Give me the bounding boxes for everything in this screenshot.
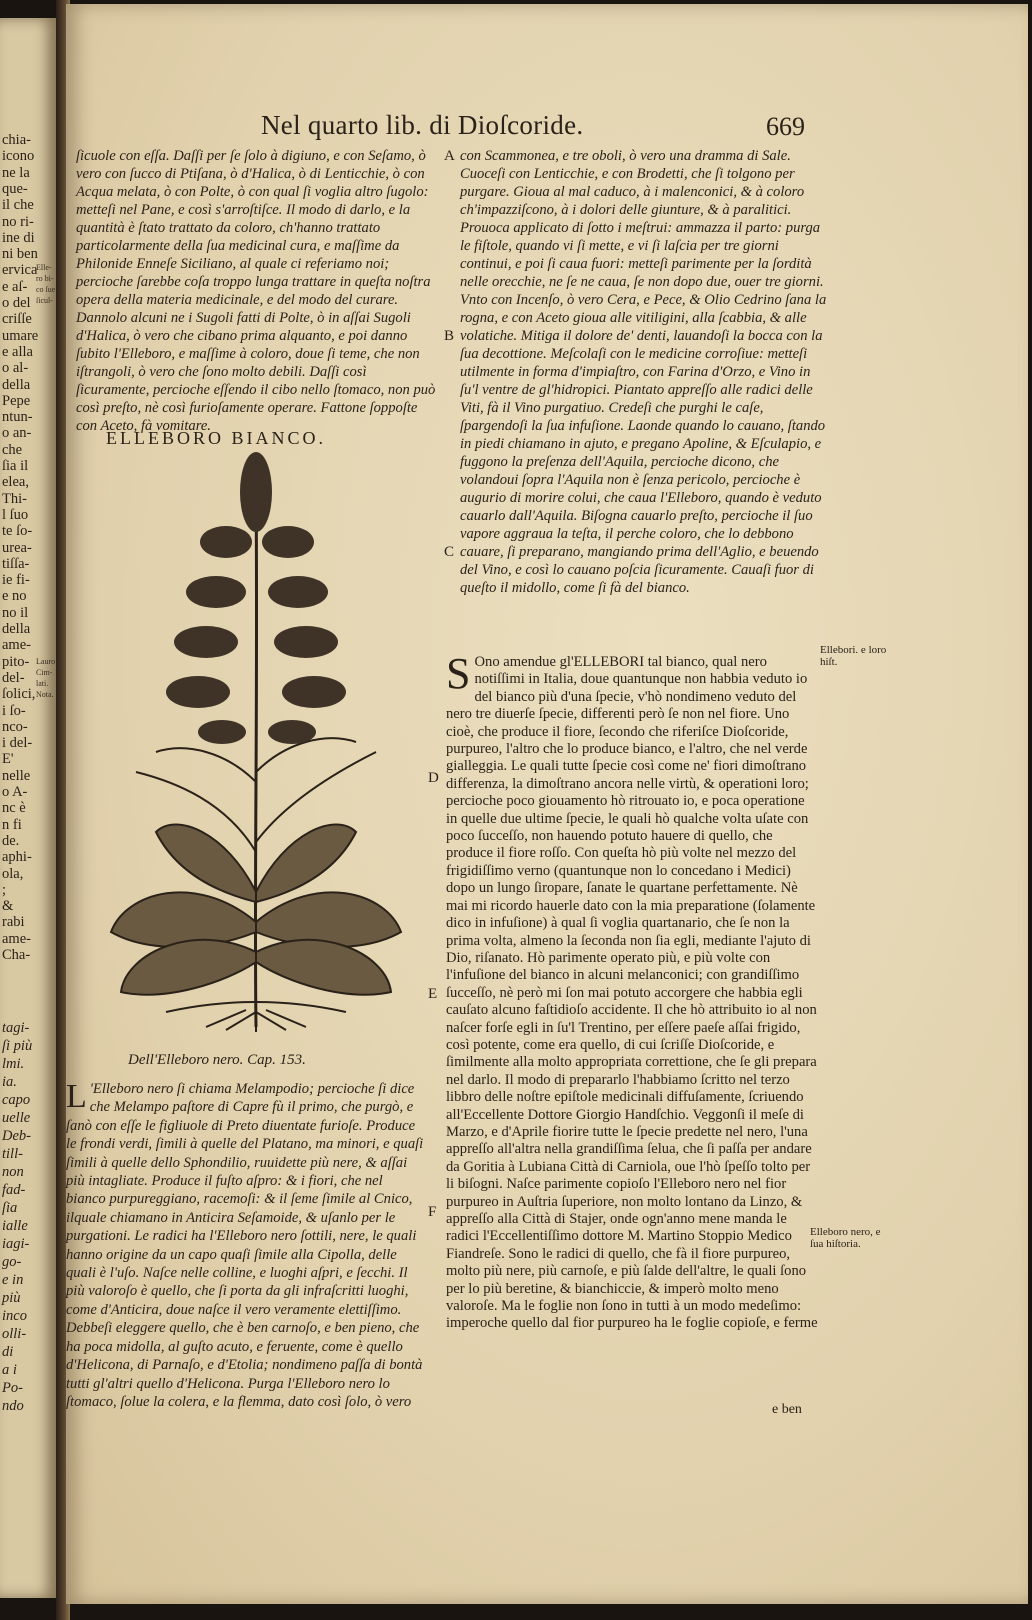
facing-page-line: iagi- [2, 1236, 30, 1252]
facing-page-line: del- [2, 669, 25, 686]
catchword: e ben [772, 1402, 802, 1417]
facing-page-line: o an- [2, 425, 32, 442]
section-title: ELLEBORO BIANCO. [106, 428, 326, 448]
facing-page-line: ſolici, [2, 686, 36, 703]
facing-page-line: pito- [2, 653, 30, 670]
facing-page-line: no il [2, 604, 29, 621]
facing-page-line: e alla [2, 343, 33, 360]
facing-page-line: o al- [2, 360, 29, 377]
facing-page-line: umare [2, 327, 39, 344]
facing-page-line: nc è [2, 800, 26, 817]
facing-page-line: n fi [2, 816, 22, 833]
facing-page-line: Thi- [2, 490, 27, 507]
facing-page-line: i ſo- [2, 702, 26, 719]
facing-page-line: go- [2, 1254, 22, 1270]
facing-page-line: ia. [2, 1074, 17, 1090]
facing-page-line: ; [2, 881, 7, 898]
facing-page-margin-note: co ſue [36, 285, 56, 294]
facing-page-line: che [2, 441, 23, 458]
facing-page-line: Cha- [2, 947, 31, 963]
facing-page-line: capo [2, 1092, 31, 1108]
facing-page-line: ſia il [2, 458, 29, 474]
facing-page-line: lmi. [2, 1056, 25, 1072]
facing-page-line: ni ben [2, 246, 38, 263]
facing-page-line: chia- [2, 132, 31, 148]
running-head: Nel quarto lib. di Dioſcoride. [261, 110, 584, 140]
paragraph: con Scammonea, e tre oboli, ò vero una dramma di Sale. Cuoceſi con Lenticchie, e con Brodetti, che ſi tolgono per purgare. Gioua al mal caduco, à i malenconici, & à coloro ch'impazziſcono, à i dolori delle giunture, & à paralitici. Prouoca applicato di ſotto i meſtrui: ammazza il parto: purga le fiſtole, quando vi ſi mette, e vi ſi laſcia per tre giorni continui, e poi ſi caua fuori: metteſi parimente per la ſordità nelle orecchie, ne ſe ne caua, ſe non dopo due, ouer tre giorni. Vnto con Incenſo, ò vero Cera, e Pece, & Olio Cedrino ſana la rogna, e con Aceto gioua alle vitiligini, alla ſcabbia, & alle volatiche. Mitiga il dolore de' denti, lauandoſi la bocca con la ſua decottione. Meſcolaſi con le medicine corroſiue: metteſi utilmente in forma d'impiaſtro, con Farina d'Orzo, e Vino in ſu'l ventre de gl'hidropici. Piantato appreſſo alle radici delle Viti, fà il Vino purgatiuo. Credeſi che purghi le caſe, ſpargendoſi la ſua infuſione. Laonde quando lo cauano, ſtando in piedi chiamano in ajuto, e pregano Apoline, & Eſculapio, e fuggono la preſenza dell'Aquila, percioche dicono, che volandoui ſopra l'Aquila non è ſenza pericolo, percioche è augurio di morire colui, che caua l'Elleboro, quando è veduto cauarlo dall'Aquila. Biſogna cauarlo preſto, percioche il ſuo vapore aggraua la teſta, il perche coloro, che lo debbono cauare, ſi preparano, mangiando prima dell'Aglio, e beuendo del Vino, e così lo cauano poſcia ſicuramente. Cauaſi fuor di queſto il midollo, come ſi fà del bianco. [460, 148, 827, 596]
facing-page-edge [0, 18, 56, 1598]
facing-page-line: e in [2, 1272, 24, 1288]
facing-page-line: Po- [2, 1380, 23, 1396]
paragraph: Ono amendue gl'ELLEBORI tal bianco, qual nero notiſſimi in Italia, doue quantunque non habbia veduto io del bianco più d'una ſpecie, v'hò nondimeno veduto del nero tre diuerſe ſpecie, differenti però ſe non nel fiore. Uno cioè, che produce il fiore, ſecondo che riferiſce Dioſcoride, purpureo, l'altro che lo produce bianco, e l'altro, che nel verde gialleggia. Le quali tutte ſpecie così come ne' fiori dimoſtrano differenza, la dimoſtrano ancora nelle virtù, & operationi loro; percioche poco giouamento hò ritrouato io, e poca operatione in quelle due ultime ſpecie, le quali hò qualche volta uſate con poco ſucceſſo, non hauendo potuto hauere di quello, che produce il fiore roſſo. Con queſta hò più volte nel mezzo del frigidiſſimo verno (quantunque non lo concedano i Medici) dopo un lungo ſiropare, ſanate le quartane perfettamente. Nè mai mi ricordo hauerle dato con la mia preparatione (ſolamente dico in infuſione) à qual ſi voglia quartanario, che ſe non la prima volta, almeno la ſeconda non ſia egli, mediante l'ajuto di Dio, riſanato. Hò parimente operato più, e più volte con l'infuſione del bianco in alcuni melanconici; con grandiſſimo ſucceſſo, nè però mi ſon mai potuto accorgere che habbia egli cauſato alcuno faſtidioſo accidente. Il che hò attribuito io al non naſcer forſe egli in ſu'l Trentino, per eſſere paeſe aſſai frigido, così potente, come era quello, di cui ſcriſſe Dioſcoride, e ſimilmente alla molto appropriata correttione, che ſe gli prepara nel darlo. Il modo di prepararlo l'habbiamo ſcritto nel terzo libbro delle noſtre epiſtole medicinali diffuſamente, ſcriuendo all'Eccellente Dottore Giorgio Handſchio. Veggonſi il meſe di Marzo, e d'Aprile fiorire tutte le ſpecie predette nel nero, l'una appreſſo all'altra nella grandiſſima ſelua, che ſi paſſa per andare da Goritia à Lubiana Città di Carniola, oue l'hò ſpeſſo tolto per li biſogni. Naſce parimente copioſo l'Elleboro nero nel fior purpureo in Auſtria ſuperiore, non molto lontano da Linzo, & appreſſo alla Città di Stajer, onde ogn'anno mene manda le radici l'Eccellentiſſimo dottore M. Martino Stoppio Medico Fiandreſe. Sono le radici di quello, che fà il fiore purpureo, molto più nere, più carnoſe, e più ſalde dell'altre, le quali ſono per lo più beretine, & bianchiccie, & imperò molto meno valoroſe. Ma le foglie non ſono in tutti à un modo medeſimo: imperoche quello dal fior purpureo ha le foglie copioſe, e ferme [446, 654, 818, 1332]
facing-page-line: rabi [2, 914, 25, 931]
facing-page-line: elea, [2, 474, 29, 491]
facing-page-margin-note: ſicul- [36, 296, 53, 305]
facing-page-line: nco- [2, 718, 28, 735]
facing-page-line: icono [2, 148, 35, 165]
facing-page-line: tagi- [2, 1020, 30, 1036]
facing-page-line: o del [2, 295, 31, 311]
facing-page-line: il che [2, 197, 34, 214]
margin-letter-d: D [428, 770, 439, 786]
facing-page-line: ine di [2, 229, 35, 246]
facing-page-line: ntun- [2, 409, 33, 426]
facing-page-line: della [2, 621, 31, 637]
facing-page-line: tiſſa- [2, 555, 30, 572]
margin-letter-f: F [428, 1204, 437, 1220]
drop-cap: S [446, 649, 471, 698]
facing-page-line: olli- [2, 1326, 27, 1342]
facing-page-line: della [2, 376, 31, 393]
facing-page-line: ervica [2, 262, 38, 279]
facing-page-line: till- [2, 1146, 23, 1162]
facing-page-line: a i [2, 1362, 17, 1378]
margin-letter-b: B [444, 328, 455, 344]
right-column-main-text [446, 649, 818, 1333]
facing-page-line: ie fi- [2, 572, 30, 589]
left-column-top-text [76, 147, 436, 435]
left-column-bottom-text [66, 1080, 426, 1411]
facing-page-line: più [2, 1290, 21, 1306]
facing-page-line: te ſo- [2, 523, 33, 540]
facing-page-margin-note: Elle- [36, 263, 52, 272]
facing-page-line: ola, [2, 865, 24, 882]
facing-page-line: ne la [2, 164, 30, 181]
facing-page-line: E' [2, 751, 14, 768]
facing-page-line: o A- [2, 784, 28, 800]
facing-page-line: l ſuo [2, 506, 29, 523]
facing-page-line: aphi- [2, 849, 32, 866]
facing-page-margin-note: Lauro [36, 657, 56, 666]
facing-page-line: e no [2, 588, 27, 605]
facing-page-line: ſia [2, 1200, 18, 1216]
facing-page-line: de. [2, 832, 20, 849]
margin-letter-a: A [444, 148, 455, 164]
facing-page-line: ame- [2, 930, 31, 947]
facing-page-line: ndo [2, 1398, 24, 1414]
page-number: 669 [766, 112, 805, 141]
paragraph: 'Elleboro nero ſi chiama Melampodio; percioche ſi dice che Melampo paſtore di Capre fù il primo, che purgò, e ſanò con eſſe le figliuole di Preto diuentate furioſe. Produce le frondi verdi, ſimili à quelle del Platano, ma minori, e quaſi ſimili à quelle dello Sphondilio, ruuidette più nere, & aſſai più intagliate. Produce il fuſto aſpro: & i fiori, che nel bianco purpureggiano, racemoſi: & il ſeme ſimile al Cnico, ilquale chiamano in Anticira Seſamoide, & uſanlo per le purgationi. Le radici ha l'Elleboro nero ſottili, nere, le quali hanno origine da un capo quaſi ſimile alla Cipolla, delle quali è l'uſo. Naſce nelle colline, e luoghi aſpri, e ſecchi. Il più valoroſo è quello, che ſi porta da gli infraſcritti luoghi, come d'Anticira, doue naſce il vero veramente elettiſſimo. Debbeſi eleggere quello, che è ben carnoſo, e ben pieno, che ha poca midolla, al guſto acuto, e feruente, come è quello d'Helicona, di Parnaſo, e d'Etolia; nondimeno paſſa di bontà tutti gl'altri quello d'Helicona. Purga l'Elleboro nero lo ſtomaco, ſolue la colera, e la flemma, dato così ſolo, ò vero [66, 1081, 424, 1410]
facing-page-line: ame- [2, 637, 31, 654]
facing-page-line: urea- [2, 539, 32, 556]
chapter-title: Dell'Elleboro nero. Cap. 153. [128, 1052, 306, 1068]
margin-note-elleboro-nero: Elleboro nero, e ſua hiſtoria. [810, 1226, 881, 1250]
facing-page-margin-note: ro bi- [36, 274, 54, 283]
facing-page-line: fad- [2, 1182, 26, 1198]
book-page [66, 4, 1028, 1604]
facing-page-line: & [2, 898, 14, 915]
facing-page-line: que- [2, 180, 28, 197]
hellebore-woodcut-illustration [106, 452, 406, 1032]
facing-page-line: di [2, 1344, 14, 1360]
margin-letter-e: E [428, 986, 438, 1002]
margin-letter-c: C [444, 544, 455, 560]
facing-page-line: Pepe [2, 392, 31, 409]
facing-page-line: ſi più [2, 1038, 33, 1054]
facing-page-margin-note: Cim- [36, 668, 53, 677]
paragraph: ſicuole con eſſa. Daſſi per ſe ſolo à digiuno, e con Seſamo, ò vero con ſucco di Ptiſana, ò d'Halica, ò di Lenticchie, ò con Acqua melata, ò con Polte, ò con qual ſi voglia altro ſugolo: metteſi nel Pane, e così s'arroſtiſce. Il modo di darlo, e la quantità è ſtato trattato da coloro, ch'hanno trattato particolarmente della ſua medicinal cura, e maſſime da Philonide Enneſe Siciliano, al quale ci referiamo noi; percioche ſarebbe coſa troppo lunga trattare in queſta noſtra opera della materia medicinale, e del modo del curare. Dannolo alcuni ne i Sugoli fatti di Polte, ò in aſſai Sugoli d'Halica, ò vero che cibano prima alquanto, e poi danno ſubito l'Elleboro, e maſſime à coloro, doue ſi teme, che non iſtrangoli, ò vero che ſono molto debili. Daſſi così ſicuramente, percioche eſſendo il cibo nello ſtomaco, non può così preſto, nè così furioſamente operare. Fattone ſoppoſte con Aceto, fà vomitare. [76, 148, 436, 434]
facing-page-line: no ri- [2, 213, 34, 230]
facing-page-line: non [2, 1164, 24, 1180]
facing-page-line: e aſ- [2, 278, 28, 295]
facing-page-line: nelle [2, 767, 31, 784]
drop-cap: L [66, 1078, 87, 1115]
right-column-top-text [460, 147, 828, 597]
facing-page-line: Deb- [2, 1128, 31, 1144]
facing-page-line: uelle [2, 1110, 31, 1126]
facing-page-margin-note: Nota. [36, 690, 54, 699]
margin-note-ellebori: Ellebori. e loro hiſt. [820, 644, 887, 668]
facing-page-line: inco [2, 1308, 27, 1324]
facing-page-margin-note: lati. [36, 679, 49, 688]
facing-page-line: criſſe [2, 311, 32, 328]
facing-page-line: i del- [2, 735, 33, 752]
facing-page-line: ialle [2, 1218, 28, 1234]
